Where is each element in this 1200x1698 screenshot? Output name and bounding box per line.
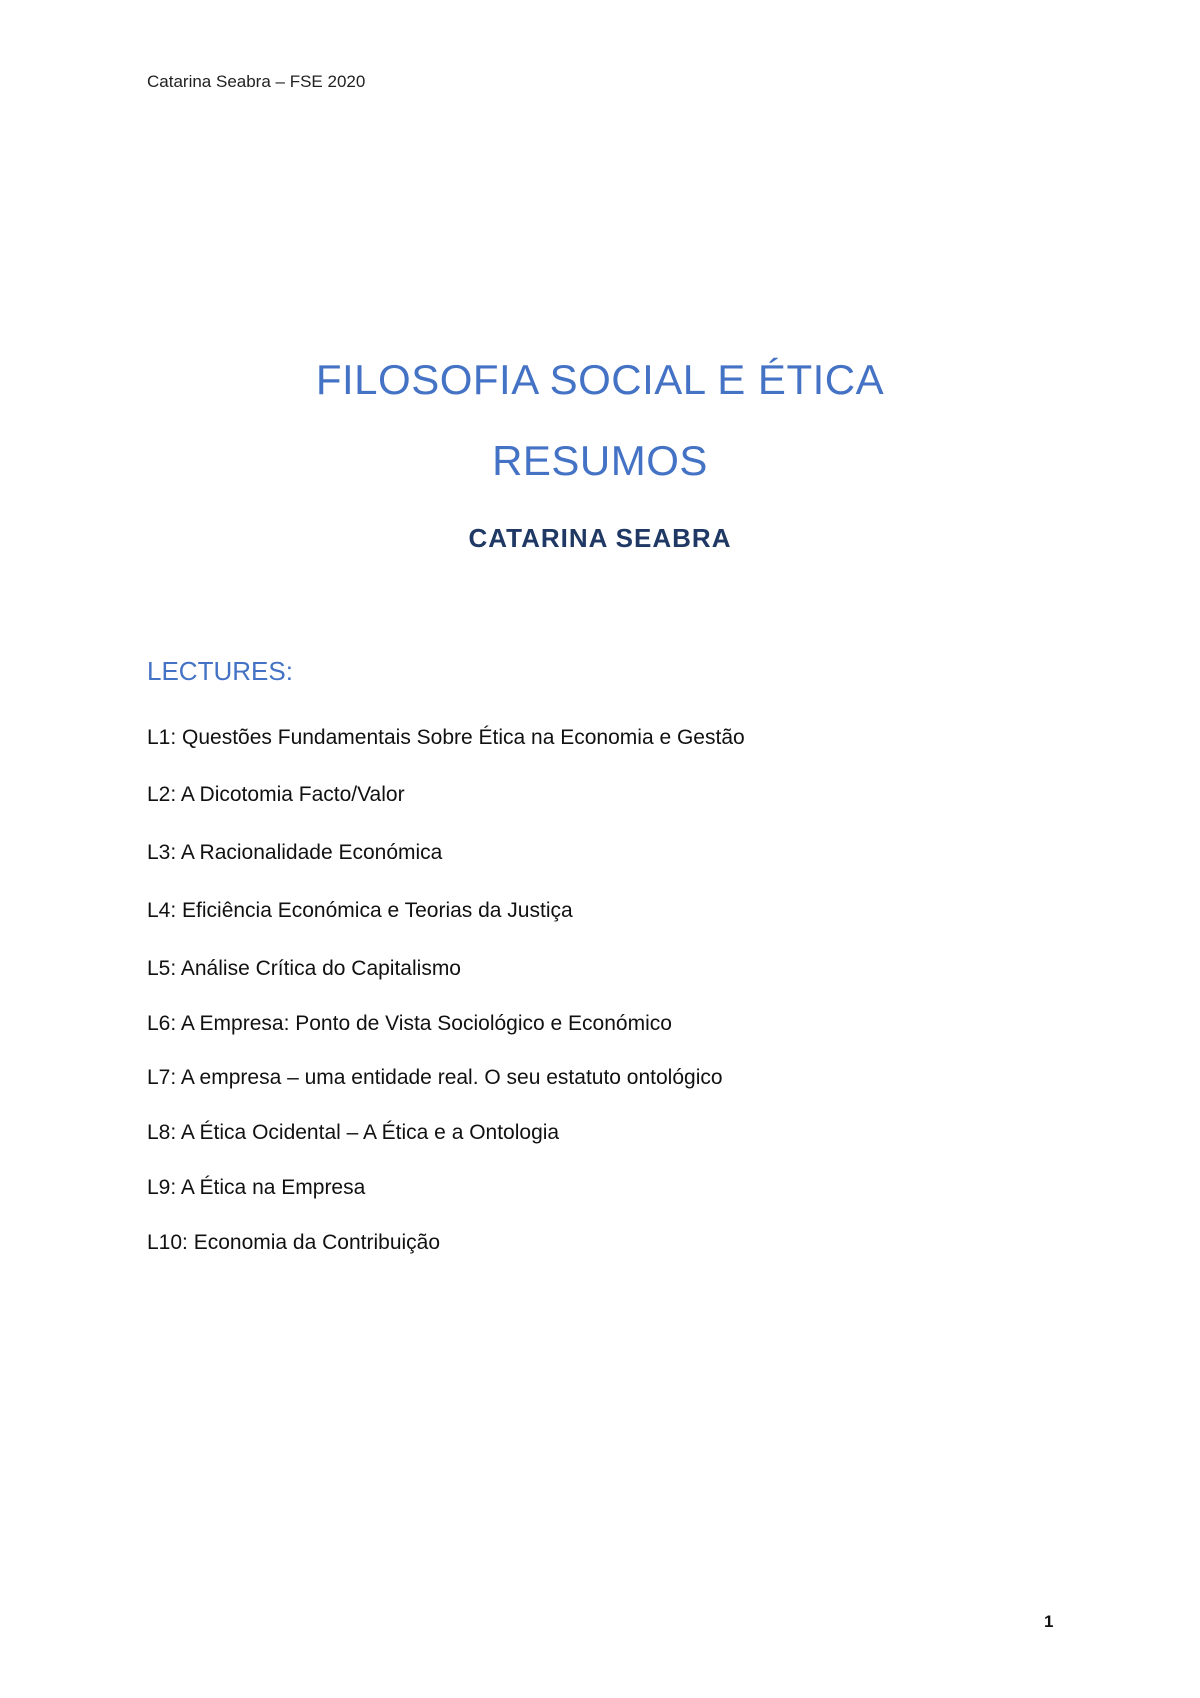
lecture-item-7: L7: A empresa – uma entidade real. O seu estatuto ontológico [147, 1066, 723, 1089]
lectures-heading: LECTURES: [147, 656, 293, 686]
document-author: CATARINA SEABRA [468, 523, 732, 553]
document-subtitle: RESUMOS [492, 437, 708, 484]
lecture-item-6: L6: A Empresa: Ponto de Vista Sociológico e Económico [147, 1012, 672, 1035]
page-number: 1 [1044, 1612, 1054, 1631]
document-title: FILOSOFIA SOCIAL E ÉTICA [315, 356, 885, 403]
lecture-item-10: L10: Economia da Contribuição [147, 1231, 441, 1254]
lecture-item-4: L4: Eficiência Económica e Teorias da Justiça [147, 899, 573, 922]
lecture-item-9: L9: A Ética na Empresa [147, 1176, 366, 1199]
lecture-item-1: L1: Questões Fundamentais Sobre Ética na Economia e Gestão [147, 726, 745, 749]
lecture-item-2: L2: A Dicotomia Facto/Valor [147, 783, 405, 806]
lecture-item-5: L5: Análise Crítica do Capitalismo [147, 957, 461, 980]
lecture-item-3: L3: A Racionalidade Económica [147, 841, 443, 864]
lecture-item-8: L8: A Ética Ocidental – A Ética e a Ontologia [147, 1121, 560, 1144]
running-header: Catarina Seabra – FSE 2020 [147, 72, 366, 91]
